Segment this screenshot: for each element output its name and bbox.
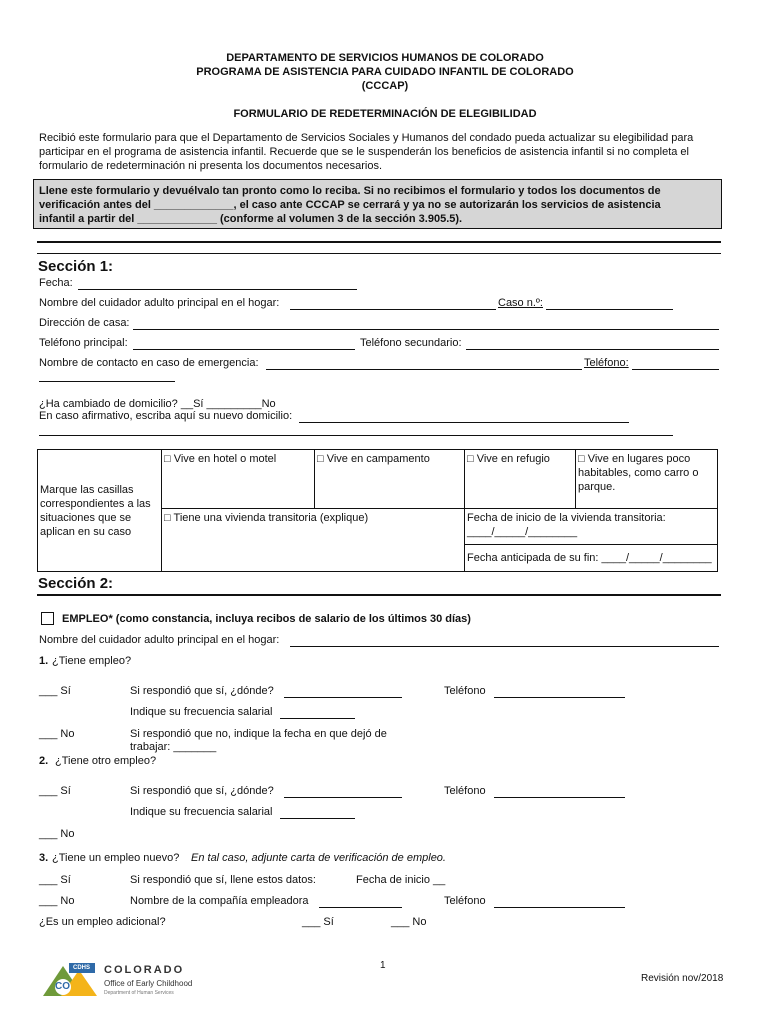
new-address-label: En caso afirmativo, escriba aquí su nuevo domicilio: xyxy=(39,410,293,422)
housing-situation-table xyxy=(37,449,718,572)
q1-no-date-line-1: Si respondió que no, indique la fecha en que dejó de xyxy=(130,728,387,740)
q3-yes[interactable]: ___ Sí xyxy=(39,874,71,886)
s2-caregiver-label: Nombre del cuidador adulto principal en el hogar: xyxy=(39,634,280,646)
emergency-phone-field-cont[interactable] xyxy=(39,381,175,382)
case-number-field[interactable] xyxy=(546,297,673,310)
q1-pay-frequency-field[interactable] xyxy=(280,706,355,719)
q3-number: 3. xyxy=(39,852,49,864)
secondary-phone-field[interactable] xyxy=(466,337,719,350)
logo-colorado-text: COLORADO xyxy=(104,964,185,976)
q1-number: 1. xyxy=(39,655,49,667)
emergency-contact-field[interactable] xyxy=(266,357,582,370)
section-1-title: Sección 1: xyxy=(38,258,114,275)
q3-no[interactable]: ___ No xyxy=(39,895,75,907)
q1-phone-label: Teléfono xyxy=(444,685,486,697)
emergency-phone-field[interactable] xyxy=(632,357,719,370)
q3-company-field[interactable] xyxy=(319,895,402,908)
additional-job-yes[interactable]: ___ Sí xyxy=(302,916,334,928)
unfit-place-line-2: habitables, como carro o xyxy=(578,467,699,479)
q3-fill-data-label: Si respondió que sí, llene estos datos: xyxy=(130,874,316,886)
intro-line-3: formulario de redeterminación ni presenta los documentos necesarios. xyxy=(39,160,383,172)
q1-question: ¿Tiene empleo? xyxy=(52,655,132,667)
mark-boxes-label: Marque las casillas correspondientes a las situaciones que se aplican en su caso xyxy=(38,450,162,572)
header-line-3: (CCCAP) xyxy=(361,80,409,92)
page-number: 1 xyxy=(380,960,386,971)
q1-no[interactable]: ___ No xyxy=(39,728,75,740)
logo-co-text: CO xyxy=(55,981,70,992)
date-label: Fecha: xyxy=(39,277,73,289)
secondary-phone-label: Teléfono secundario: xyxy=(360,337,462,349)
main-phone-field[interactable] xyxy=(133,337,355,350)
unfit-place-line-3: parque. xyxy=(578,481,616,493)
address-field[interactable] xyxy=(133,317,719,330)
start-date-label: Fecha de inicio de la vivienda transitoria: xyxy=(467,512,666,524)
notice-line-3: infantil a partir del _____________ (conforme al volumen 3 de la sección 3.905.5). xyxy=(39,213,463,225)
notice-line-1: Llene este formulario y devuélvalo tan pronto como lo reciba. Si no recibimos el formulario y todos los documentos de xyxy=(39,185,661,197)
header-line-2: PROGRAMA DE ASISTENCIA PARA CUIDADO INFANTIL DE COLORADO xyxy=(196,66,574,78)
unfit-place-line-1: □ Vive en lugares poco xyxy=(578,453,691,465)
q2-pay-frequency-label: Indique su frecuencia salarial xyxy=(130,806,273,818)
section-2-title: Sección 2: xyxy=(38,575,114,592)
intro-line-1: Recibió este formulario para que el Departamento de Servicios Sociales y Humanos del condado pueda actualizar su elegibilidad para xyxy=(39,132,694,144)
address-changed-question[interactable]: ¿Ha cambiado de domicilio? __Sí _________No xyxy=(39,398,276,410)
employment-checkbox[interactable] xyxy=(41,612,54,625)
q2-question: ¿Tiene otro empleo? xyxy=(55,755,157,767)
address-label: Dirección de casa: xyxy=(39,317,130,329)
q2-where-field[interactable] xyxy=(284,785,402,798)
logo-office-text: Office of Early Childhood xyxy=(104,979,193,988)
employment-heading: EMPLEO* (como constancia, incluya recibos de salario de los últimos 30 días) xyxy=(62,613,471,625)
s2-caregiver-field[interactable] xyxy=(290,634,719,647)
q3-phone-label: Teléfono xyxy=(444,895,486,907)
header-line-1: DEPARTAMENTO DE SERVICIOS HUMANOS DE COLORADO xyxy=(226,52,544,64)
deadline-notice xyxy=(33,179,722,229)
q3-company-label: Nombre de la compañía empleadora xyxy=(130,895,309,907)
unfit-place-option[interactable] xyxy=(576,450,718,509)
q3-phone-field[interactable] xyxy=(494,895,625,908)
shelter-option[interactable]: □ Vive en refugio xyxy=(465,450,576,509)
caregiver-field[interactable] xyxy=(290,297,496,310)
start-date-blank: ____/_____/________ xyxy=(467,526,578,538)
main-phone-label: Teléfono principal: xyxy=(39,337,128,349)
new-address-field[interactable] xyxy=(299,410,629,423)
q1-pay-frequency-label: Indique su frecuencia salarial xyxy=(130,706,273,718)
additional-job-no[interactable]: ___ No xyxy=(391,916,427,928)
logo-badge-text: CDHS xyxy=(73,965,91,971)
q3-question: ¿Tiene un empleo nuevo? xyxy=(52,852,180,864)
q2-phone-label: Teléfono xyxy=(444,785,486,797)
additional-job-question: ¿Es un empleo adicional? xyxy=(39,916,166,928)
revision-date: Revisión nov/2018 xyxy=(641,973,724,984)
q3-start-date[interactable]: Fecha de inicio __ xyxy=(356,874,446,886)
emergency-phone-label: Teléfono: xyxy=(584,357,629,369)
logo-department-text: Department of Human Services xyxy=(104,990,174,996)
q1-no-date-line-2[interactable]: trabajar: _______ xyxy=(130,741,217,753)
date-field[interactable] xyxy=(78,277,357,290)
intro-line-2: participar en el programa de asistencia infantil. Recuerde que se le suspenderán los beneficios de asistencia infantil si no completa el xyxy=(39,146,689,158)
q2-phone-field[interactable] xyxy=(494,785,625,798)
emergency-contact-label: Nombre de contacto en caso de emergencia: xyxy=(39,357,259,369)
divider xyxy=(37,253,721,254)
notice-line-2: verificación antes del _____________, el caso ante CCCAP se cerrará y ya no se autorizarán los servicios de asistencia xyxy=(39,199,661,211)
q2-number: 2. xyxy=(39,755,49,767)
q1-where-label: Si respondió que sí, ¿dónde? xyxy=(130,685,274,697)
q1-phone-field[interactable] xyxy=(494,685,625,698)
divider xyxy=(37,241,721,243)
camp-option[interactable]: □ Vive en campamento xyxy=(315,450,465,509)
hotel-option[interactable]: □ Vive en hotel o motel xyxy=(162,450,315,509)
q2-pay-frequency-field[interactable] xyxy=(280,806,355,819)
q1-where-field[interactable] xyxy=(284,685,402,698)
divider xyxy=(37,594,721,596)
new-address-field-cont[interactable] xyxy=(39,435,673,436)
transitional-start-date[interactable] xyxy=(465,509,718,545)
case-number-label: Caso n.º: xyxy=(498,297,543,309)
q1-yes[interactable]: ___ Sí xyxy=(39,685,71,697)
form-title: FORMULARIO DE REDETERMINACIÓN DE ELEGIBILIDAD xyxy=(233,108,537,120)
transitional-housing-option[interactable]: □ Tiene una vivienda transitoria (explique) xyxy=(162,509,465,572)
q2-no[interactable]: ___ No xyxy=(39,828,75,840)
q2-where-label: Si respondió que sí, ¿dónde? xyxy=(130,785,274,797)
caregiver-label: Nombre del cuidador adulto principal en el hogar: xyxy=(39,297,280,309)
q2-yes[interactable]: ___ Sí xyxy=(39,785,71,797)
q3-instruction: En tal caso, adjunte carta de verificación de empleo. xyxy=(191,852,446,864)
colorado-logo-icon xyxy=(41,962,101,998)
transitional-end-date[interactable]: Fecha anticipada de su fin: ____/_____/________ xyxy=(465,545,718,572)
